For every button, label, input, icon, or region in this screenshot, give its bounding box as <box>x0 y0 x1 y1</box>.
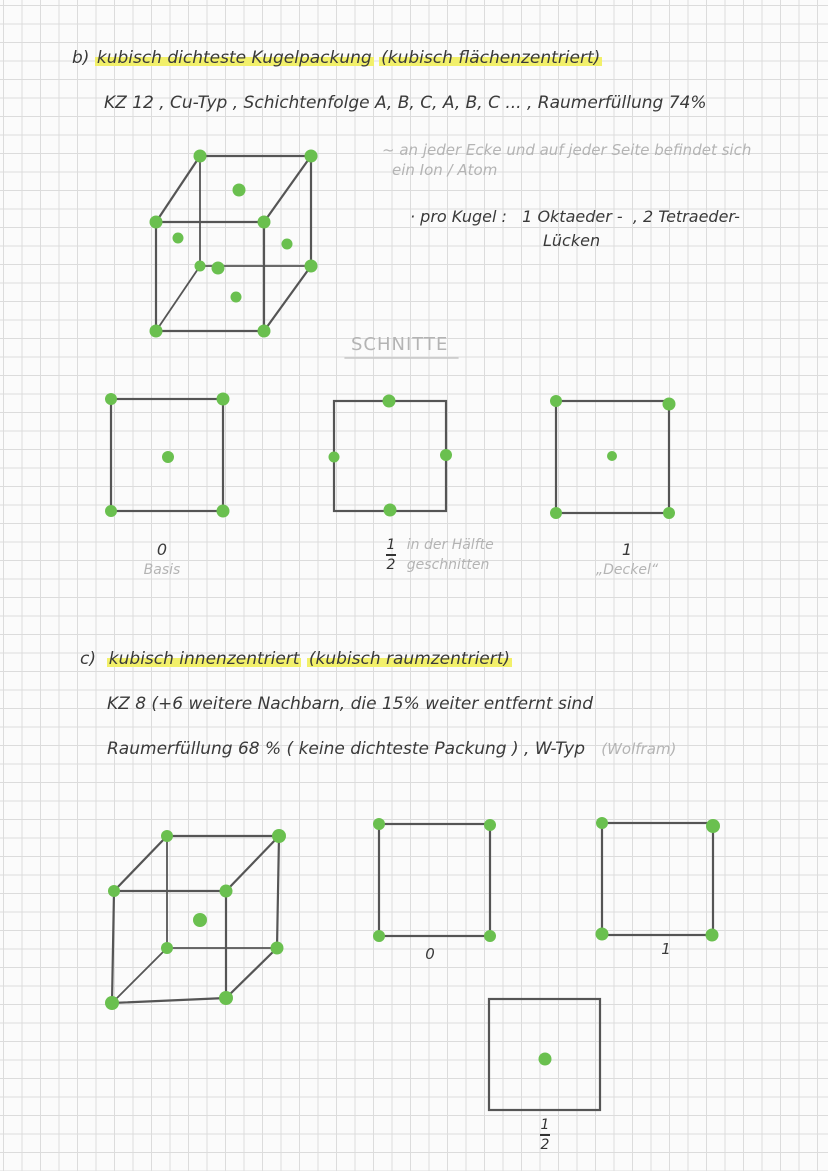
fcc-half-sub1: in der Hälfte <box>406 537 494 553</box>
fraction-numerator: 1 <box>386 537 396 554</box>
section-c-letter: c) <box>80 649 96 669</box>
section-c-title-paren: (kubisch raumzentriert) <box>308 649 511 669</box>
fcc-cut1-label <box>596 540 658 580</box>
note-line2: ein Ion / Atom <box>392 161 498 179</box>
bcc-cut0-label: 0 <box>425 945 435 963</box>
fcc-cut1-sub: „Deckel“ <box>595 562 659 578</box>
fcc-cut-half-label <box>386 535 494 575</box>
fcc-cut-0 <box>105 393 230 518</box>
bcc-cut-1 <box>596 817 721 942</box>
section-b-title-paren: (kubisch flächenzentriert) <box>381 48 601 68</box>
section-c-title: kubisch innenzentriert <box>108 649 300 669</box>
per-sphere-gaps: Lücken <box>543 231 601 250</box>
bcc-cut1-label: 1 <box>661 940 671 958</box>
fraction-denominator: 2 <box>540 1136 550 1153</box>
section-c-line2-grey: (Wolfram) <box>601 740 677 758</box>
fcc-cut-half <box>329 395 453 517</box>
bcc-half-fraction <box>540 1118 550 1152</box>
fraction-denominator: 2 <box>386 556 396 573</box>
fcc-cut1-number: 1 <box>621 540 633 559</box>
section-b-title: kubisch dichteste Kugelpackung <box>96 48 372 68</box>
fcc-cut0-sub: Basis <box>143 562 181 578</box>
bcc-cut-half-label <box>540 1118 550 1152</box>
fcc-cut0-number: 0 <box>156 540 168 559</box>
section-b-line1: KZ 12 , Cu-Typ , Schichtenfolge A, B, C, A, B, C ... , Raumerfüllung 74% <box>104 93 707 113</box>
section-c-line1: KZ 8 (+6 weitere Nachbarn, die 15% weiter entfernt sind <box>107 694 594 714</box>
section-b-letter: b) <box>72 48 90 68</box>
fcc-cut0-label <box>144 540 181 580</box>
per-sphere-label: · pro Kugel : <box>410 207 507 226</box>
note-tilde: ~ <box>382 141 395 159</box>
fcc-half-sub2: geschnitten <box>406 557 490 573</box>
section-c-heading <box>80 651 512 668</box>
bcc-cut-0 <box>373 818 496 942</box>
per-sphere-oct: 1 Oktaeder - <box>522 207 623 226</box>
fraction-numerator: 1 <box>540 1117 550 1133</box>
schnitte-heading: SCHNITTE <box>351 334 449 355</box>
per-sphere-tet: , 2 Tetraeder- <box>632 207 740 226</box>
fcc-half-fraction <box>386 538 396 572</box>
section-c-line2-text: Raumerfüllung 68 % ( keine dichteste Packung ) , W-Typ <box>107 739 585 759</box>
fcc-half-sub <box>407 535 494 575</box>
section-c-line2 <box>107 741 676 758</box>
fcc-cut-1 <box>550 395 676 519</box>
bcc-cut-half <box>489 999 600 1110</box>
note-line1: an jeder Ecke und auf jeder Seite befindet sich <box>399 141 752 159</box>
fcc-atoms <box>150 150 318 338</box>
